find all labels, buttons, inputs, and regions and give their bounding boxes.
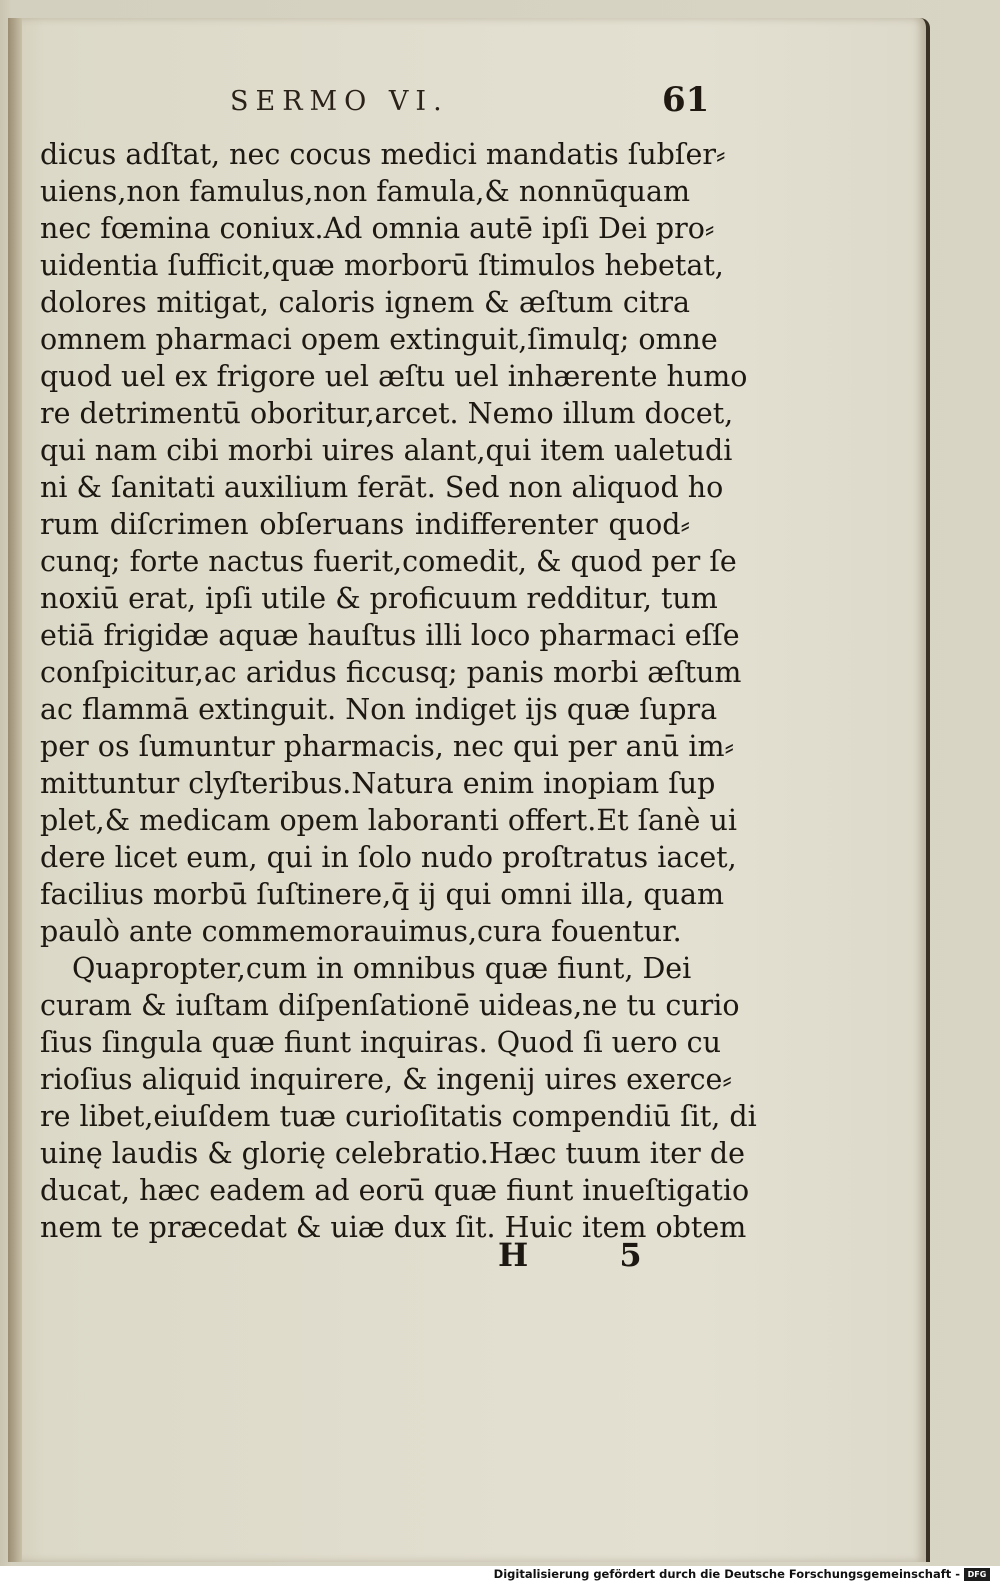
text-line: re detrimentū oboritur,arcet. Nemo illum docet, xyxy=(40,397,734,430)
running-head xyxy=(40,64,710,124)
text-line: uinę laudis & glorię celebratio.Hæc tuum iter de xyxy=(40,1137,745,1170)
text-line: noxiū erat, ipſi utile & proficuum redditur, tum xyxy=(40,582,718,615)
page-number: 61 xyxy=(662,80,710,120)
text-line: etiā frigidæ aquæ hauſtus illi loco pharmaci eſſe xyxy=(40,619,740,652)
text-line: uiens,non famulus,non famula,& nonnūquam xyxy=(40,175,691,208)
text-line: nec fœmina coniux.Ad omnia autē ipſi Dei pro⸗ xyxy=(40,212,715,245)
text-line: per os ſumuntur pharmacis, nec qui per anū im⸗ xyxy=(40,730,735,763)
paragraph-start-line: Quapropter,cum in omnibus quæ fiunt, Dei xyxy=(72,952,692,985)
text-line: uidentia ſufficit,quæ morborū ſtimulos hebetat, xyxy=(40,249,724,282)
running-head-title: SERMO VI. xyxy=(230,86,449,117)
text-line: nem te præcedat & uiæ dux ſit. Huic item obtem xyxy=(40,1211,747,1244)
text-line: quod uel ex frigore uel æſtu uel inhærente humo xyxy=(40,360,748,393)
body-text xyxy=(40,136,757,1246)
signature-mark: H 5 xyxy=(498,1236,682,1274)
text-line: dolores mitigat, caloris ignem & æſtum citra xyxy=(40,286,690,319)
text-line: qui nam cibi morbi uires alant,qui item ualetudi xyxy=(40,434,733,467)
text-line: mittuntur clyſteribus.Natura enim inopiam ſup xyxy=(40,767,716,800)
text-line: ſius ſingula quæ fiunt inquiras. Quod ſi uero cu xyxy=(40,1026,721,1059)
text-line: dere licet eum, qui in ſolo nudo proſtratus iacet, xyxy=(40,841,737,874)
text-line: dicus adſtat, nec cocus medici mandatis ſubſer⸗ xyxy=(40,138,726,171)
text-line: re libet,eiuſdem tuæ curioſitatis compendiū ſit, di xyxy=(40,1100,757,1133)
page-gutter xyxy=(8,18,22,1562)
text-line: rum diſcrimen obſeruans indifferenter quod⸗ xyxy=(40,508,690,541)
text-line: plet,& medicam opem laboranti offert.Et ſanè ui xyxy=(40,804,737,837)
text-line: omnem pharmaci opem extinguit,ſimulq; omne xyxy=(40,323,718,356)
text-line: cunq; forte nactus fuerit,comedit, & quod per ſe xyxy=(40,545,737,578)
paragraph-end-line: paulò ante commemorauimus,cura fouentur. xyxy=(40,915,682,948)
text-line: rioſius aliquid inquirere, & ingenij uires exerce⸗ xyxy=(40,1063,732,1096)
text-line: ducat, hæc eadem ad eorū quæ fiunt inueſtigatio xyxy=(40,1174,750,1207)
text-line: curam & iuſtam diſpenſationē uideas,ne tu curio xyxy=(40,989,740,1022)
digitization-credit: Digitalisierung gefördert durch die Deutsche Forschungsgemeinschaft - xyxy=(493,1567,960,1581)
text-line: conſpicitur,ac aridus ficcusq; panis morbi æſtum xyxy=(40,656,742,689)
dfg-logo-icon: DFG xyxy=(964,1568,990,1581)
text-line: ni & ſanitati auxilium ferāt. Sed non aliquod ho xyxy=(40,471,724,504)
text-line: facilius morbū ſuſtinere,q̄ ij qui omni illa, quam xyxy=(40,878,725,911)
text-line: ac flammā extinguit. Non indiget ijs quæ ſupra xyxy=(40,693,718,726)
